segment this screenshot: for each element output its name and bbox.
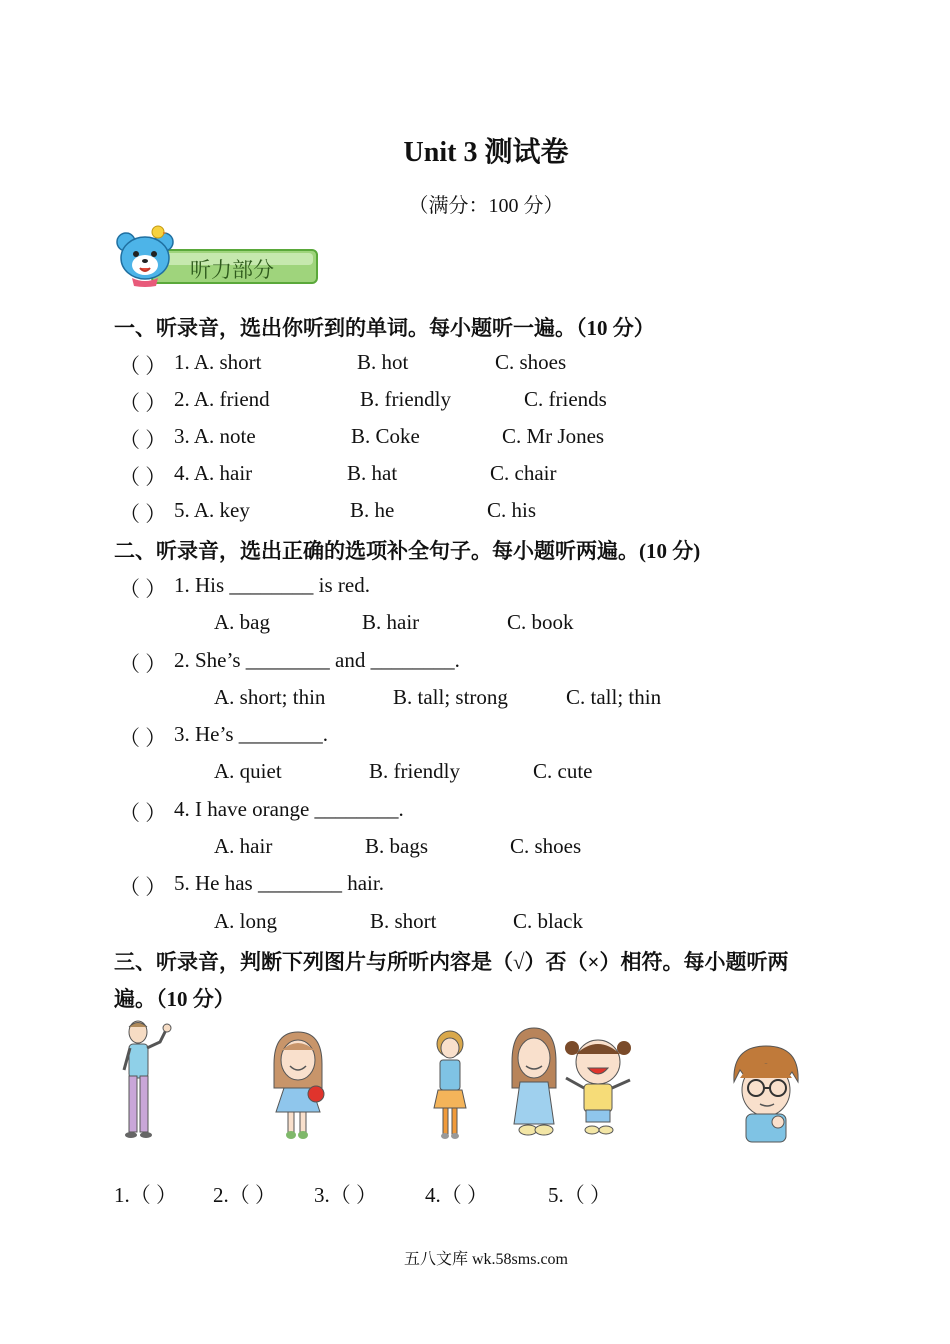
answer-paren[interactable]: （ ） — [119, 652, 167, 676]
answer-paren[interactable]: （ ） — [119, 391, 167, 415]
part3-heading-cont: 遍。（10 分） — [114, 987, 235, 1011]
option-a: A. long — [214, 909, 277, 933]
option-c: C. shoes — [495, 350, 567, 374]
option-b: B. hat — [347, 461, 398, 485]
option-c: C. tall; thin — [566, 685, 662, 709]
option-a: 3. A. note — [174, 424, 256, 448]
option-b: B. Coke — [351, 424, 420, 448]
option-c: C. cute — [533, 759, 593, 783]
question-text: 5. He has ________ hair. — [174, 871, 384, 895]
part2-heading: 二、听录音，选出正确的选项补全句子。每小题听两遍。(10 分) — [114, 539, 701, 563]
option-a: A. bag — [214, 610, 270, 634]
answer-paren[interactable]: （ ） — [119, 428, 167, 452]
option-a: 2. A. friend — [174, 387, 270, 411]
answer-slot-1[interactable]: 1.（ ） — [114, 1183, 177, 1207]
answer-paren[interactable]: （ ） — [119, 875, 167, 899]
option-a: A. short; thin — [214, 685, 326, 709]
answer-paren[interactable]: （ ） — [119, 577, 167, 601]
answer-paren[interactable]: （ ） — [119, 726, 167, 750]
option-b: B. hair — [362, 610, 420, 634]
section-badge-label: 听力部分 — [190, 258, 274, 282]
question-text: 2. She’s ________ and ________. — [174, 648, 460, 672]
picture-two-girls — [506, 1026, 638, 1140]
answer-paren[interactable]: （ ） — [119, 354, 167, 378]
part3-heading: 三、听录音，判断下列图片与所听内容是（√）否（×）相符。每小题听两 — [114, 950, 789, 974]
part1-heading: 一、听录音，选出你听到的单词。每小题听一遍。（10 分） — [114, 316, 655, 340]
answer-slot-2[interactable]: 2.（ ） — [213, 1183, 276, 1207]
page-title: Unit 3 测试卷 — [403, 137, 569, 168]
option-b: B. bags — [365, 834, 428, 858]
option-c: C. his — [487, 498, 537, 522]
option-b: B. friendly — [360, 387, 451, 411]
answer-slot-5[interactable]: 5.（ ） — [548, 1183, 611, 1207]
section-badge — [112, 228, 322, 290]
answer-paren[interactable]: （ ） — [119, 502, 167, 526]
picture-girl-apple — [268, 1030, 330, 1142]
page-subtitle: （满分：100 分） — [408, 195, 564, 217]
option-c: C. book — [507, 610, 574, 634]
picture-tall-man — [112, 1018, 174, 1142]
option-c: C. Mr Jones — [502, 424, 605, 448]
option-b: B. tall; strong — [393, 685, 508, 709]
question-text: 1. His ________ is red. — [174, 573, 370, 597]
option-b: B. short — [370, 909, 437, 933]
option-c: C. chair — [490, 461, 557, 485]
option-c: C. black — [513, 909, 583, 933]
option-b: B. friendly — [369, 759, 460, 783]
picture-girl-skirt — [428, 1028, 472, 1142]
answer-slot-4[interactable]: 4.（ ） — [425, 1183, 488, 1207]
answer-paren[interactable]: （ ） — [119, 465, 167, 489]
answer-slot-3[interactable]: 3.（ ） — [314, 1183, 377, 1207]
option-c: C. friends — [524, 387, 607, 411]
option-a: A. quiet — [214, 759, 282, 783]
option-a: 4. A. hair — [174, 461, 253, 485]
footer-watermark: 五八文库 wk.58sms.com — [403, 1251, 568, 1268]
picture-boy-glasses — [726, 1042, 806, 1142]
option-a: 1. A. short — [174, 350, 262, 374]
option-b: B. hot — [357, 350, 409, 374]
question-text: 3. He’s ________. — [174, 722, 328, 746]
option-c: C. shoes — [510, 834, 582, 858]
option-a: A. hair — [214, 834, 273, 858]
answer-paren[interactable]: （ ） — [119, 801, 167, 825]
question-text: 4. I have orange ________. — [174, 797, 404, 821]
option-b: B. he — [350, 498, 395, 522]
option-a: 5. A. key — [174, 498, 250, 522]
